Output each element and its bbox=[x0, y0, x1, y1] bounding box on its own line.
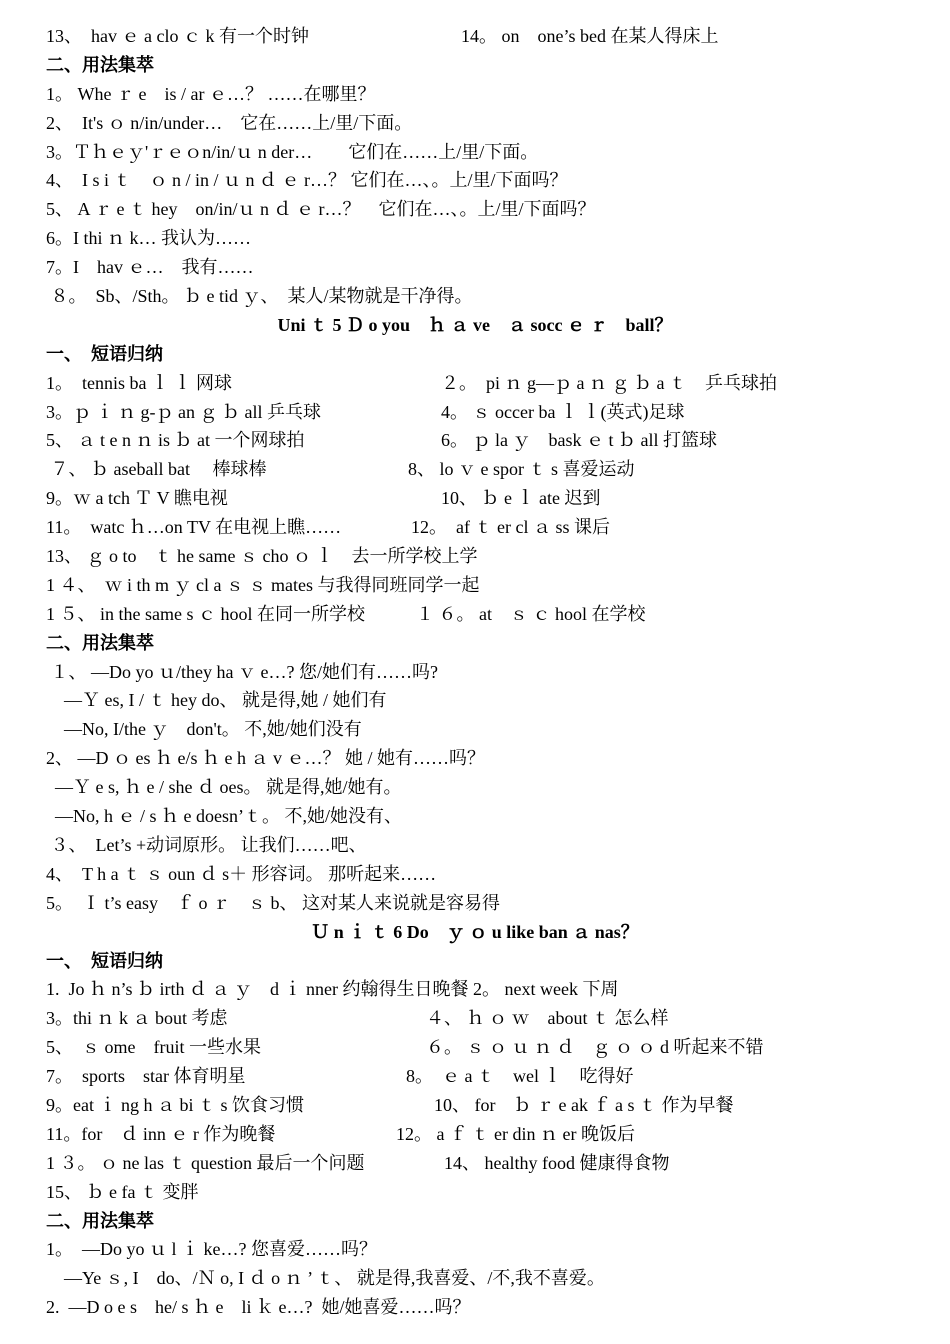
section-heading-text: 一、 短语归纳 bbox=[46, 950, 163, 971]
phrase-item-text-col2: 4。 ｓ occer ba ｌ ｌ(英式)足球 bbox=[441, 401, 685, 422]
phrase-item bbox=[46, 1033, 950, 1062]
usage-item-text: —Ｙ es, I / ｔ hey do、 就是得,她 / 她们有 bbox=[46, 690, 387, 711]
usage-item bbox=[46, 224, 950, 253]
usage-item-text: —Ｙ e s, ｈ e / she ｄ oes。 就是得,她/她有。 bbox=[46, 777, 402, 798]
usage-item-text: —No, I/the ｙ don't。 不,她/她们没有 bbox=[46, 719, 362, 740]
phrase-item-text: 1。 tennis ba ｌ ｌ 网球 bbox=[46, 372, 232, 393]
phrase-item bbox=[46, 369, 950, 398]
phrase-item-text: 7。 sports star 体育明星 bbox=[46, 1066, 246, 1087]
section-heading-text: 一、 短语归纳 bbox=[46, 343, 163, 364]
usage-item bbox=[46, 773, 950, 802]
usage-item bbox=[46, 802, 950, 831]
section-heading bbox=[46, 340, 950, 369]
usage-item bbox=[46, 744, 950, 773]
usage-item bbox=[46, 1264, 950, 1293]
unit-title-text: Uni ｔ 5 Ｄ o you ｈ ａ ve ａ socc ｅ ｒ ball？ bbox=[277, 314, 673, 335]
section-heading bbox=[46, 51, 950, 80]
usage-item-text: 1。 —Do yo ｕ l ｉ ke…? 您喜爱……吗？ bbox=[46, 1239, 377, 1260]
phrase-item-text-col2: １ ６。 at ｓ ｃ hool 在学校 bbox=[416, 603, 646, 624]
phrase-item bbox=[46, 571, 950, 600]
section-heading-text: 二、用法集萃 bbox=[46, 632, 154, 653]
usage-item bbox=[46, 138, 950, 167]
phrase-item-text: 11。for ｄ inn ｅ r 作为晚餐 bbox=[46, 1123, 276, 1144]
section-heading bbox=[46, 1207, 950, 1236]
usage-item-text: 6。I thi ｎ k… 我认为…… bbox=[46, 228, 251, 249]
section-heading bbox=[46, 947, 950, 976]
phrase-item-text: 9。eat ｉ ng h ａ bi ｔ s 饮食习惯 bbox=[46, 1094, 304, 1115]
phrase-item-text: 11。 watc ｈ…on TV 在电视上瞧…… bbox=[46, 517, 342, 538]
phrase-item-text: 1 ３。 ｏ ne las ｔ question 最后一个问题 bbox=[46, 1152, 365, 1173]
phrase-item bbox=[46, 513, 950, 542]
phrase-item bbox=[46, 542, 950, 571]
usage-item bbox=[46, 195, 950, 224]
phrase-item-text: 15、 ｂ e fa ｔ 变胖 bbox=[46, 1181, 199, 1202]
usage-item bbox=[46, 860, 950, 889]
phrase-item-text-col2: 10、 for ｂ ｒ e ak ｆ a s ｔ 作为早餐 bbox=[434, 1094, 734, 1115]
usage-item bbox=[46, 253, 950, 282]
usage-item bbox=[46, 715, 950, 744]
usage-item bbox=[46, 166, 950, 195]
phrase-item-text: 1 ５、 in the same s ｃ hool 在同一所学校 bbox=[46, 603, 365, 624]
phrase-item-text: 3。thi ｎ k ａ bout 考虑 bbox=[46, 1008, 228, 1029]
usage-item-text: 2. —D o e s he/ s ｈ e li ｋ e…? 她/她喜爱……吗？ bbox=[46, 1297, 471, 1318]
usage-item-text: 4、 I s i ｔ ｏ n / in / ｕ n ｄ ｅ r…？ 它们在…、。上/里/下面吗？ bbox=[46, 170, 568, 191]
usage-item bbox=[46, 109, 950, 138]
phrase-item-text: ７、 ｂ aseball bat 棒球棒 bbox=[46, 459, 267, 480]
usage-item bbox=[46, 1235, 950, 1264]
usage-item-text: —Ye ｓ, I do、/Ｎ o, I ｄ o ｎ ’ ｔ、 就是得,我喜爱、/不,我不喜爱。 bbox=[46, 1268, 605, 1289]
phrase-item bbox=[46, 22, 950, 51]
phrase-item-text-col2: 12。 a ｆ ｔ er din ｎ er 晚饭后 bbox=[396, 1123, 635, 1144]
phrase-item-text-col2: 14、 healthy food 健康得食物 bbox=[444, 1152, 670, 1173]
unit-title bbox=[46, 311, 950, 340]
phrase-item bbox=[46, 975, 950, 1004]
section-heading bbox=[46, 629, 950, 658]
usage-item-text: ８。 Sb、/Sth。 ｂ e tid ｙ、 某人/某物就是干净得。 bbox=[46, 286, 473, 307]
phrase-item-text: 13、 ｇ o to ｔ he same ｓ cho ｏ ｌ 去一所学校上学 bbox=[46, 546, 478, 567]
usage-item-text: 1。 Whe ｒ e is / ar ｅ…？ ……在哪里？ bbox=[46, 83, 376, 104]
usage-item bbox=[46, 658, 950, 687]
usage-item-text: 5。 Ｉ t’s easy ｆ o ｒ ｓ b、 这对某人来说就是容易得 bbox=[46, 892, 500, 913]
usage-item bbox=[46, 831, 950, 860]
phrase-item-text-col2: 10、 ｂ e ｌ ate 迟到 bbox=[441, 488, 601, 509]
phrase-item-text-col2: 12。 af ｔ er cl ａ ss 课后 bbox=[411, 517, 610, 538]
phrase-item bbox=[46, 398, 950, 427]
phrase-item bbox=[46, 600, 950, 629]
usage-item-text: ３、 Let’s +动词原形。 让我们……吧、 bbox=[46, 834, 367, 855]
usage-item bbox=[46, 686, 950, 715]
usage-item-text: 7。I hav ｅ… 我有…… bbox=[46, 257, 254, 278]
phrase-item bbox=[46, 1091, 950, 1120]
phrase-item-text-col2: ２。 pi ｎ g—ｐ a ｎ ｇ ｂ a ｔ 乒乓球拍 bbox=[441, 372, 777, 393]
usage-item bbox=[46, 889, 950, 918]
phrase-item bbox=[46, 1004, 950, 1033]
phrase-item-text-col2: 6。 ｐ la ｙ bask ｅ t ｂ all 打篮球 bbox=[441, 430, 717, 451]
unit-title-text: Ｕ n ｉ ｔ 6 Do ｙ ｏ u like ban ａ nas？ bbox=[311, 921, 639, 942]
phrase-item-text: 5、 ａ t e n ｎ is ｂ at 一个网球拍 bbox=[46, 430, 305, 451]
phrase-item bbox=[46, 455, 950, 484]
phrase-item-text: 9。ｗ a tch Ｔ V 瞧电视 bbox=[46, 488, 228, 509]
usage-item-text: —No, h ｅ / s ｈ e doesn’ｔ。 不,她/她没有、 bbox=[46, 806, 402, 827]
phrase-item bbox=[46, 1120, 950, 1149]
usage-item-text: 2、 It's ｏ n/in/under… 它在……上/里/下面。 bbox=[46, 112, 413, 133]
phrase-item-text: 1. Jo ｈ n’s ｂ irth ｄ ａ ｙ d ｉ nner 约翰得生日晚餐 2。 next week 下周 bbox=[46, 979, 619, 1000]
phrase-item-text-col2: 14。 on one’s bed 在某人得床上 bbox=[461, 26, 719, 46]
unit-title bbox=[46, 918, 950, 947]
section-heading-text: 二、用法集萃 bbox=[46, 1210, 154, 1231]
phrase-item-text: 3。ｐ ｉ ｎ g-ｐ an ｇ ｂ all 乒乓球 bbox=[46, 401, 321, 422]
phrase-item-text-col2: ６。 ｓ ｏ ｕ ｎ ｄ ｇ ｏ ｏ d 听起来不错 bbox=[426, 1037, 764, 1058]
phrase-item bbox=[46, 484, 950, 513]
phrase-item-text: 5、 ｓ ome fruit 一些水果 bbox=[46, 1037, 261, 1058]
section-heading-text: 二、用法集萃 bbox=[46, 54, 154, 75]
phrase-item bbox=[46, 1062, 950, 1091]
usage-item-text: 3。Ｔｈｅｙ'ｒｅｏn/in/ｕ n der… 它们在……上/里/下面。 bbox=[46, 141, 539, 162]
phrase-item-text: 1 ４、 ｗ i th m ｙ cl a ｓ ｓ mates 与我得同班同学一起 bbox=[46, 574, 480, 595]
usage-item-text: 2、 —D ｏ es ｈ e/s ｈ e h ａ v ｅ…？ 她 / 她有……吗？ bbox=[46, 748, 485, 769]
phrase-item bbox=[46, 1149, 950, 1178]
phrase-item-text: 13、 hav ｅ a clo ｃ k 有一个时钟 bbox=[46, 26, 309, 46]
usage-item-text: １、 —Do yo ｕ/they ha ｖ e…? 您/她们有……吗? bbox=[46, 661, 438, 682]
phrase-item bbox=[46, 426, 950, 455]
usage-item-text: 4、 T h a ｔ ｓ oun ｄ s＋ 形容词。 那听起来…… bbox=[46, 863, 437, 884]
phrase-item-text-col2: ４、 ｈ ｏ ｗ about ｔ 怎么样 bbox=[426, 1008, 669, 1029]
usage-item-text: 5、 A ｒ e ｔ hey on/in/ｕ n ｄ ｅ r…？ 它们在…、。上/里/下面吗？ bbox=[46, 199, 596, 220]
phrase-item-text-col2: 8。 ｅ a ｔ wel ｌ 吃得好 bbox=[406, 1066, 634, 1087]
phrase-item-text-col2: 8、 lo ｖ e spor ｔ s 喜爱运动 bbox=[408, 459, 635, 480]
usage-item bbox=[46, 80, 950, 109]
usage-item bbox=[46, 1293, 950, 1322]
usage-item bbox=[46, 282, 950, 311]
phrase-item bbox=[46, 1178, 950, 1207]
